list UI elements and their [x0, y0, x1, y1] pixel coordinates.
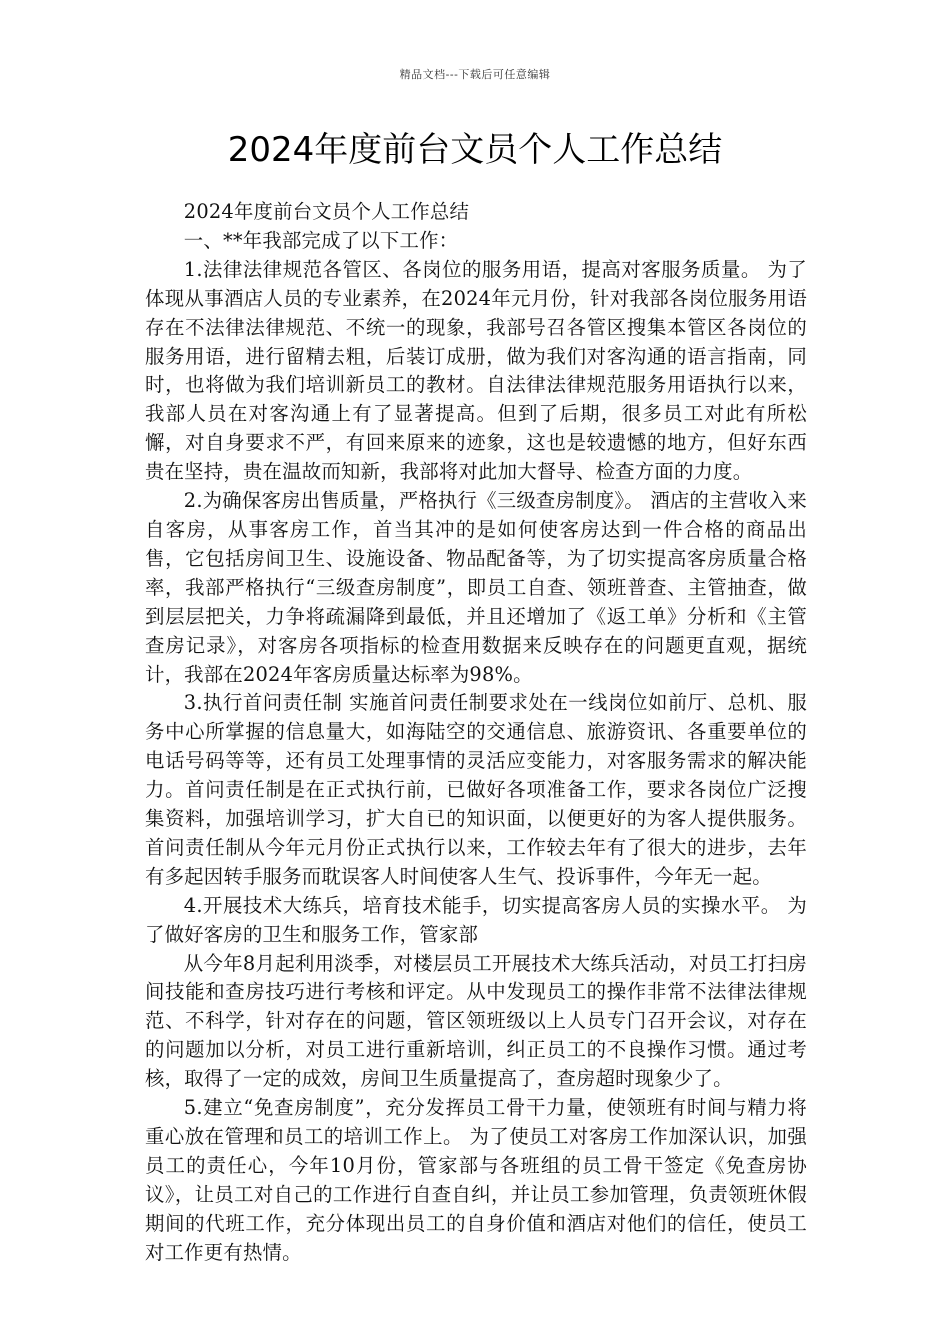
- page-header-note: 精品文档---下载后可任意编辑: [399, 68, 551, 81]
- document-body: [145, 198, 807, 1268]
- paragraph-subtitle: 2024年度前台文员个人工作总结: [183, 200, 470, 223]
- paragraph-item-3: 3.执行首问责任制 实施首问责任制要求处在一线岗位如前厅、总机、服务中心所掌握的信息量大，如海陆空的交通信息、旅游资讯、各重要单位的电话号码等等，还有员工处理事情的灵活应变能力，对客服务需求的解决能力。首问责任制是在正式执行前，已做好各项准备工作，要求各岗位广泛搜集资料，加强培训学习，扩大自已的知识面，以便更好的为客人提供服务。首问责任制从今年元月份正式执行以来，工作较去年有了很大的进步，去年有多起因转手服务而耽误客人时间使客人生气、投诉事件，今年无一起。: [145, 691, 807, 888]
- paragraph-item-1: 1.法律法律规范各管区、各岗位的服务用语，提高对客服务质量。 为了体现从事酒店人员的专业素养，在2024年元月份，针对我部各岗位服务用语存在不法律法律规范、不统一的现象，我部号召各管区搜集本管区各岗位的服务用语，进行留精去粗，后装订成册，做为我们对客沟通的语言指南，同时，也将做为我们培训新员工的教材。自法律法律规范服务用语执行以来，我部人员在对客沟通上有了显著提高。但到了后期，很多员工对此有所松懈，对自身要求不严，有回来原来的迹象，这也是较遗憾的地方，但好东西贵在坚持，贵在温故而知新，我部将对此加大督导、检查方面的力度。: [145, 257, 807, 484]
- paragraph-item-5: 5.建立“免查房制度”，充分发挥员工骨干力量，使领班有时间与精力将重心放在管理和员工的培训工作上。 为了使员工对客房工作加深认识，加强员工的责任心，今年10月份，管家部与各班组的员工骨干签定《免查房协议》，让员工对自己的工作进行自查自纠，并让员工参加管理，负责领班休假期间的代班工作，充分体现出员工的自身价值和酒店对他们的信任，使员工对工作更有热情。: [145, 1096, 807, 1264]
- paragraph-item-4-continued: 从今年8月起利用淡季，对楼层员工开展技术大练兵活动，对员工打扫房间技能和查房技巧进行考核和评定。从中发现员工的操作非常不法律法律规范、不科学，针对存在的问题，管区领班级以上人员专门召开会议，对存在的问题加以分析，对员工进行重新培训，纠正员工的不良操作习惯。通过考核，取得了一定的成效，房间卫生质量提高了，查房超时现象少了。: [145, 951, 807, 1091]
- document-title: 2024年度前台文员个人工作总结: [227, 130, 723, 170]
- paragraph-item-2: 2.为确保客房出售质量，严格执行《三级查房制度》。 酒店的主营收入来自客房，从事客房工作，首当其冲的是如何使客房达到一件合格的商品出售，它包括房间卫生、设施设备、物品配备等，为了切实提高客房质量合格率，我部严格执行“三级查房制度”，即员工自查、领班普查、主管抽查，做到层层把关，力争将疏漏降到最低，并且还增加了《返工单》分析和《主管查房记录》，对客房各项指标的检查用数据来反映存在的问题更直观，据统计，我部在2024年客房质量达标率为98%。: [145, 489, 807, 686]
- paragraph-item-4: 4.开展技术大练兵，培育技术能手，切实提高客房人员的实操水平。 为了做好客房的卫生和服务工作，管家部: [145, 893, 807, 946]
- paragraph-section-heading: 一、**年我部完成了以下工作：: [183, 228, 459, 252]
